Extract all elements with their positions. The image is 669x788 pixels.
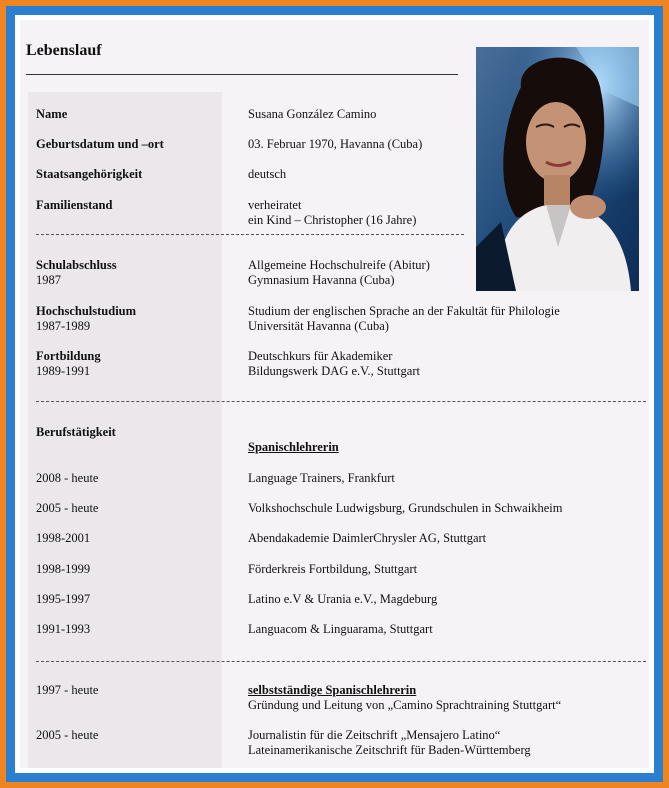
- document-title: Lebenslauf: [26, 42, 102, 59]
- name-label: Name: [36, 107, 68, 121]
- title-divider: [26, 74, 458, 75]
- career-entry: Förderkreis Fortbildung, Stuttgart: [248, 562, 418, 576]
- career-label: Berufstätigkeit: [36, 425, 116, 439]
- freelance-years: 1997 - heute: [36, 683, 99, 697]
- university-value: Studium der englischen Sprache an der Fakultät für Philologie Universität Havanna (Cuba): [248, 304, 560, 333]
- birth-label: Geburtsdatum und –ort: [36, 137, 164, 151]
- marital-label: Familienstand: [36, 198, 113, 212]
- career-years: 2005 - heute: [36, 501, 99, 515]
- career-entry: Language Trainers, Frankfurt: [248, 471, 395, 485]
- university-label: Hochschulstudium 1987-1989: [36, 304, 137, 333]
- school-label: Schulabschluss 1987: [36, 258, 117, 287]
- career-years: 1991-1993: [36, 622, 91, 636]
- nationality-value: deutsch: [248, 167, 287, 181]
- career-entry: Volkshochschule Ludwigsburg, Grundschulen in Schwaikheim: [248, 501, 563, 515]
- profile-photo: [476, 47, 639, 291]
- freelance-entry: selbstständige Spanischlehrerin Gründung und Leitung von „Camino Sprachtraining Stuttgart“: [248, 683, 562, 712]
- nationality-label: Staatsangehörigkeit: [36, 167, 143, 181]
- career-years: 1995-1997: [36, 592, 91, 606]
- career-entry: Languacom & Linguarama, Stuttgart: [248, 622, 433, 636]
- career-entry: Abendakademie DaimlerChrysler AG, Stuttgart: [248, 531, 487, 545]
- cv-document: [20, 20, 649, 768]
- freelance-years: 2005 - heute: [36, 728, 99, 742]
- freelance-entry: Journalistin für die Zeitschrift „Mensajero Latino“ Lateinamerikanische Zeitschrift für Baden-Württemberg: [248, 728, 531, 757]
- career-years: 1998-2001: [36, 531, 91, 545]
- training-label: Fortbildung 1989-1991: [36, 349, 101, 378]
- career-entry: Latino e.V & Urania e.V., Magdeburg: [248, 592, 438, 606]
- marital-value: verheiratet ein Kind – Christopher (16 Jahre): [248, 198, 417, 227]
- name-value: Susana González Camino: [248, 107, 377, 121]
- training-value: Deutschkurs für Akademiker Bildungswerk DAG e.V., Stuttgart: [248, 349, 420, 378]
- section-divider: [36, 234, 464, 235]
- career-role: Spanischlehrerin: [248, 440, 339, 454]
- section-divider: [36, 661, 646, 662]
- career-years: 1998-1999: [36, 562, 91, 576]
- section-divider: [36, 401, 646, 402]
- career-years: 2008 - heute: [36, 471, 99, 485]
- school-value: Allgemeine Hochschulreife (Abitur) Gymnasium Havanna (Cuba): [248, 258, 430, 287]
- birth-value: 03. Februar 1970, Havanna (Cuba): [248, 137, 423, 151]
